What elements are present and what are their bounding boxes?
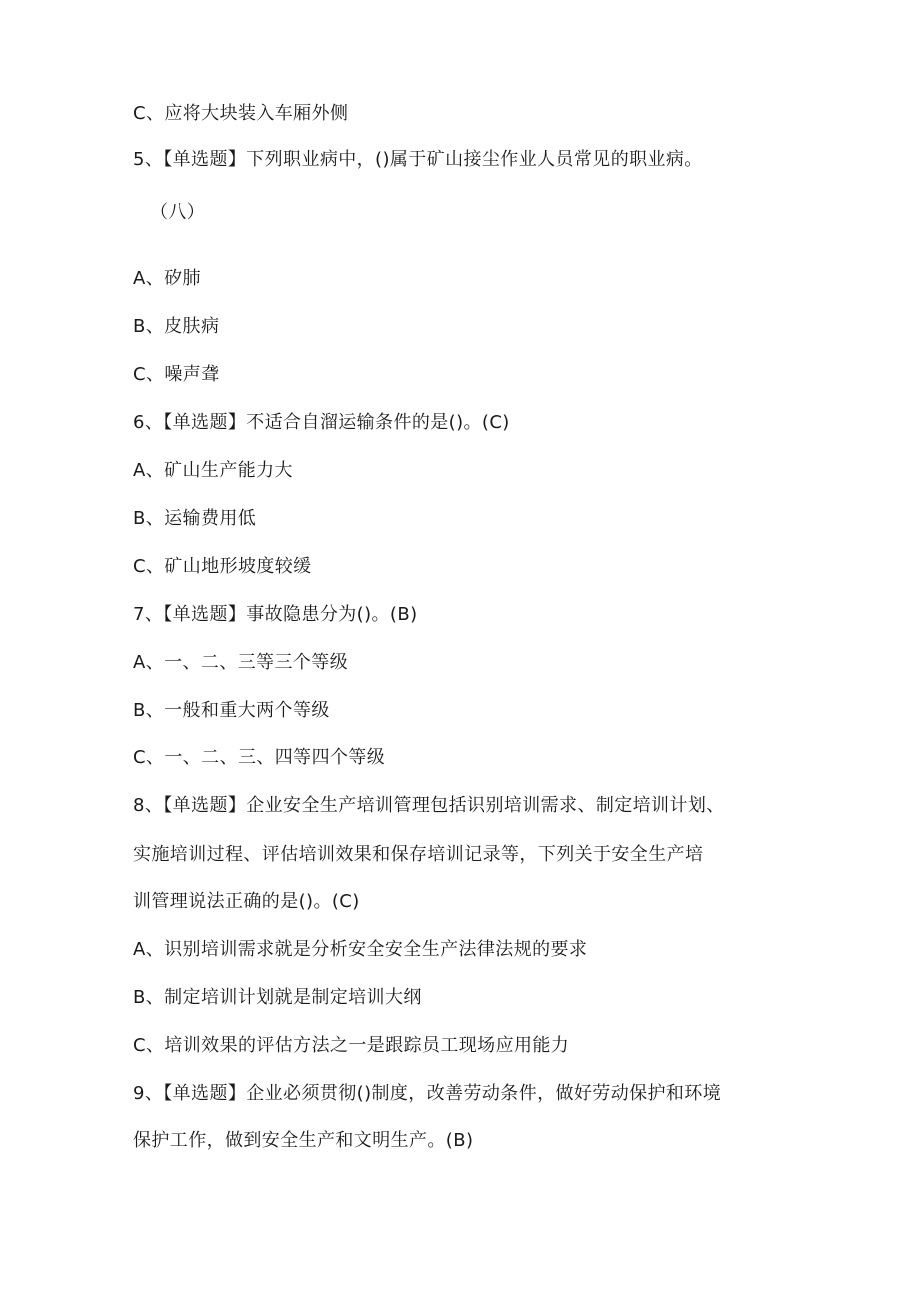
option-q7-b: B、一般和重大两个等级 (133, 700, 330, 721)
option-q8-c: C、培训效果的评估方法之一是跟踪员工现场应用能力 (133, 1035, 570, 1056)
question-8-line-3: 训管理说法正确的是()。(C) (133, 891, 360, 912)
option-q5-a: A、矽肺 (133, 268, 201, 289)
option-q4-c: C、应将大块装入车厢外侧 (133, 103, 349, 124)
question-6: 6、【单选题】不适合自溜运输条件的是()。(C) (133, 412, 510, 433)
question-8-line-1: 8、【单选题】企业安全生产培训管理包括识别培训需求、制定培训计划、 (133, 795, 725, 816)
option-q6-b: B、运输费用低 (133, 508, 257, 529)
option-q5-b: B、皮肤病 (133, 316, 220, 337)
option-q8-b: B、制定培训计划就是制定培训大纲 (133, 987, 422, 1008)
question-7: 7、【单选题】事故隐患分为()。(B) (133, 604, 418, 625)
question-9-line-2: 保护工作，做到安全生产和文明生产。(B) (133, 1130, 474, 1151)
option-q8-a: A、识别培训需求就是分析安全安全生产法律法规的要求 (133, 939, 588, 960)
option-q7-a: A、一、二、三等三个等级 (133, 652, 349, 673)
option-q7-c: C、一、二、三、四等四个等级 (133, 747, 386, 768)
question-9-line-1: 9、【单选题】企业必须贯彻()制度，改善劳动条件，做好劳动保护和环境 (133, 1083, 722, 1104)
question-5: 5、【单选题】下列职业病中，()属于矿山接尘作业人员常见的职业病。 (133, 149, 703, 170)
option-q6-c: C、矿山地形坡度较缓 (133, 556, 312, 577)
question-8-line-2: 实施培训过程、评估培训效果和保存培训记录等，下列关于安全生产培 (133, 844, 704, 865)
option-q6-a: A、矿山生产能力大 (133, 460, 293, 481)
question-5-answer: （八） (150, 202, 206, 223)
option-q5-c: C、噪声聋 (133, 364, 220, 385)
